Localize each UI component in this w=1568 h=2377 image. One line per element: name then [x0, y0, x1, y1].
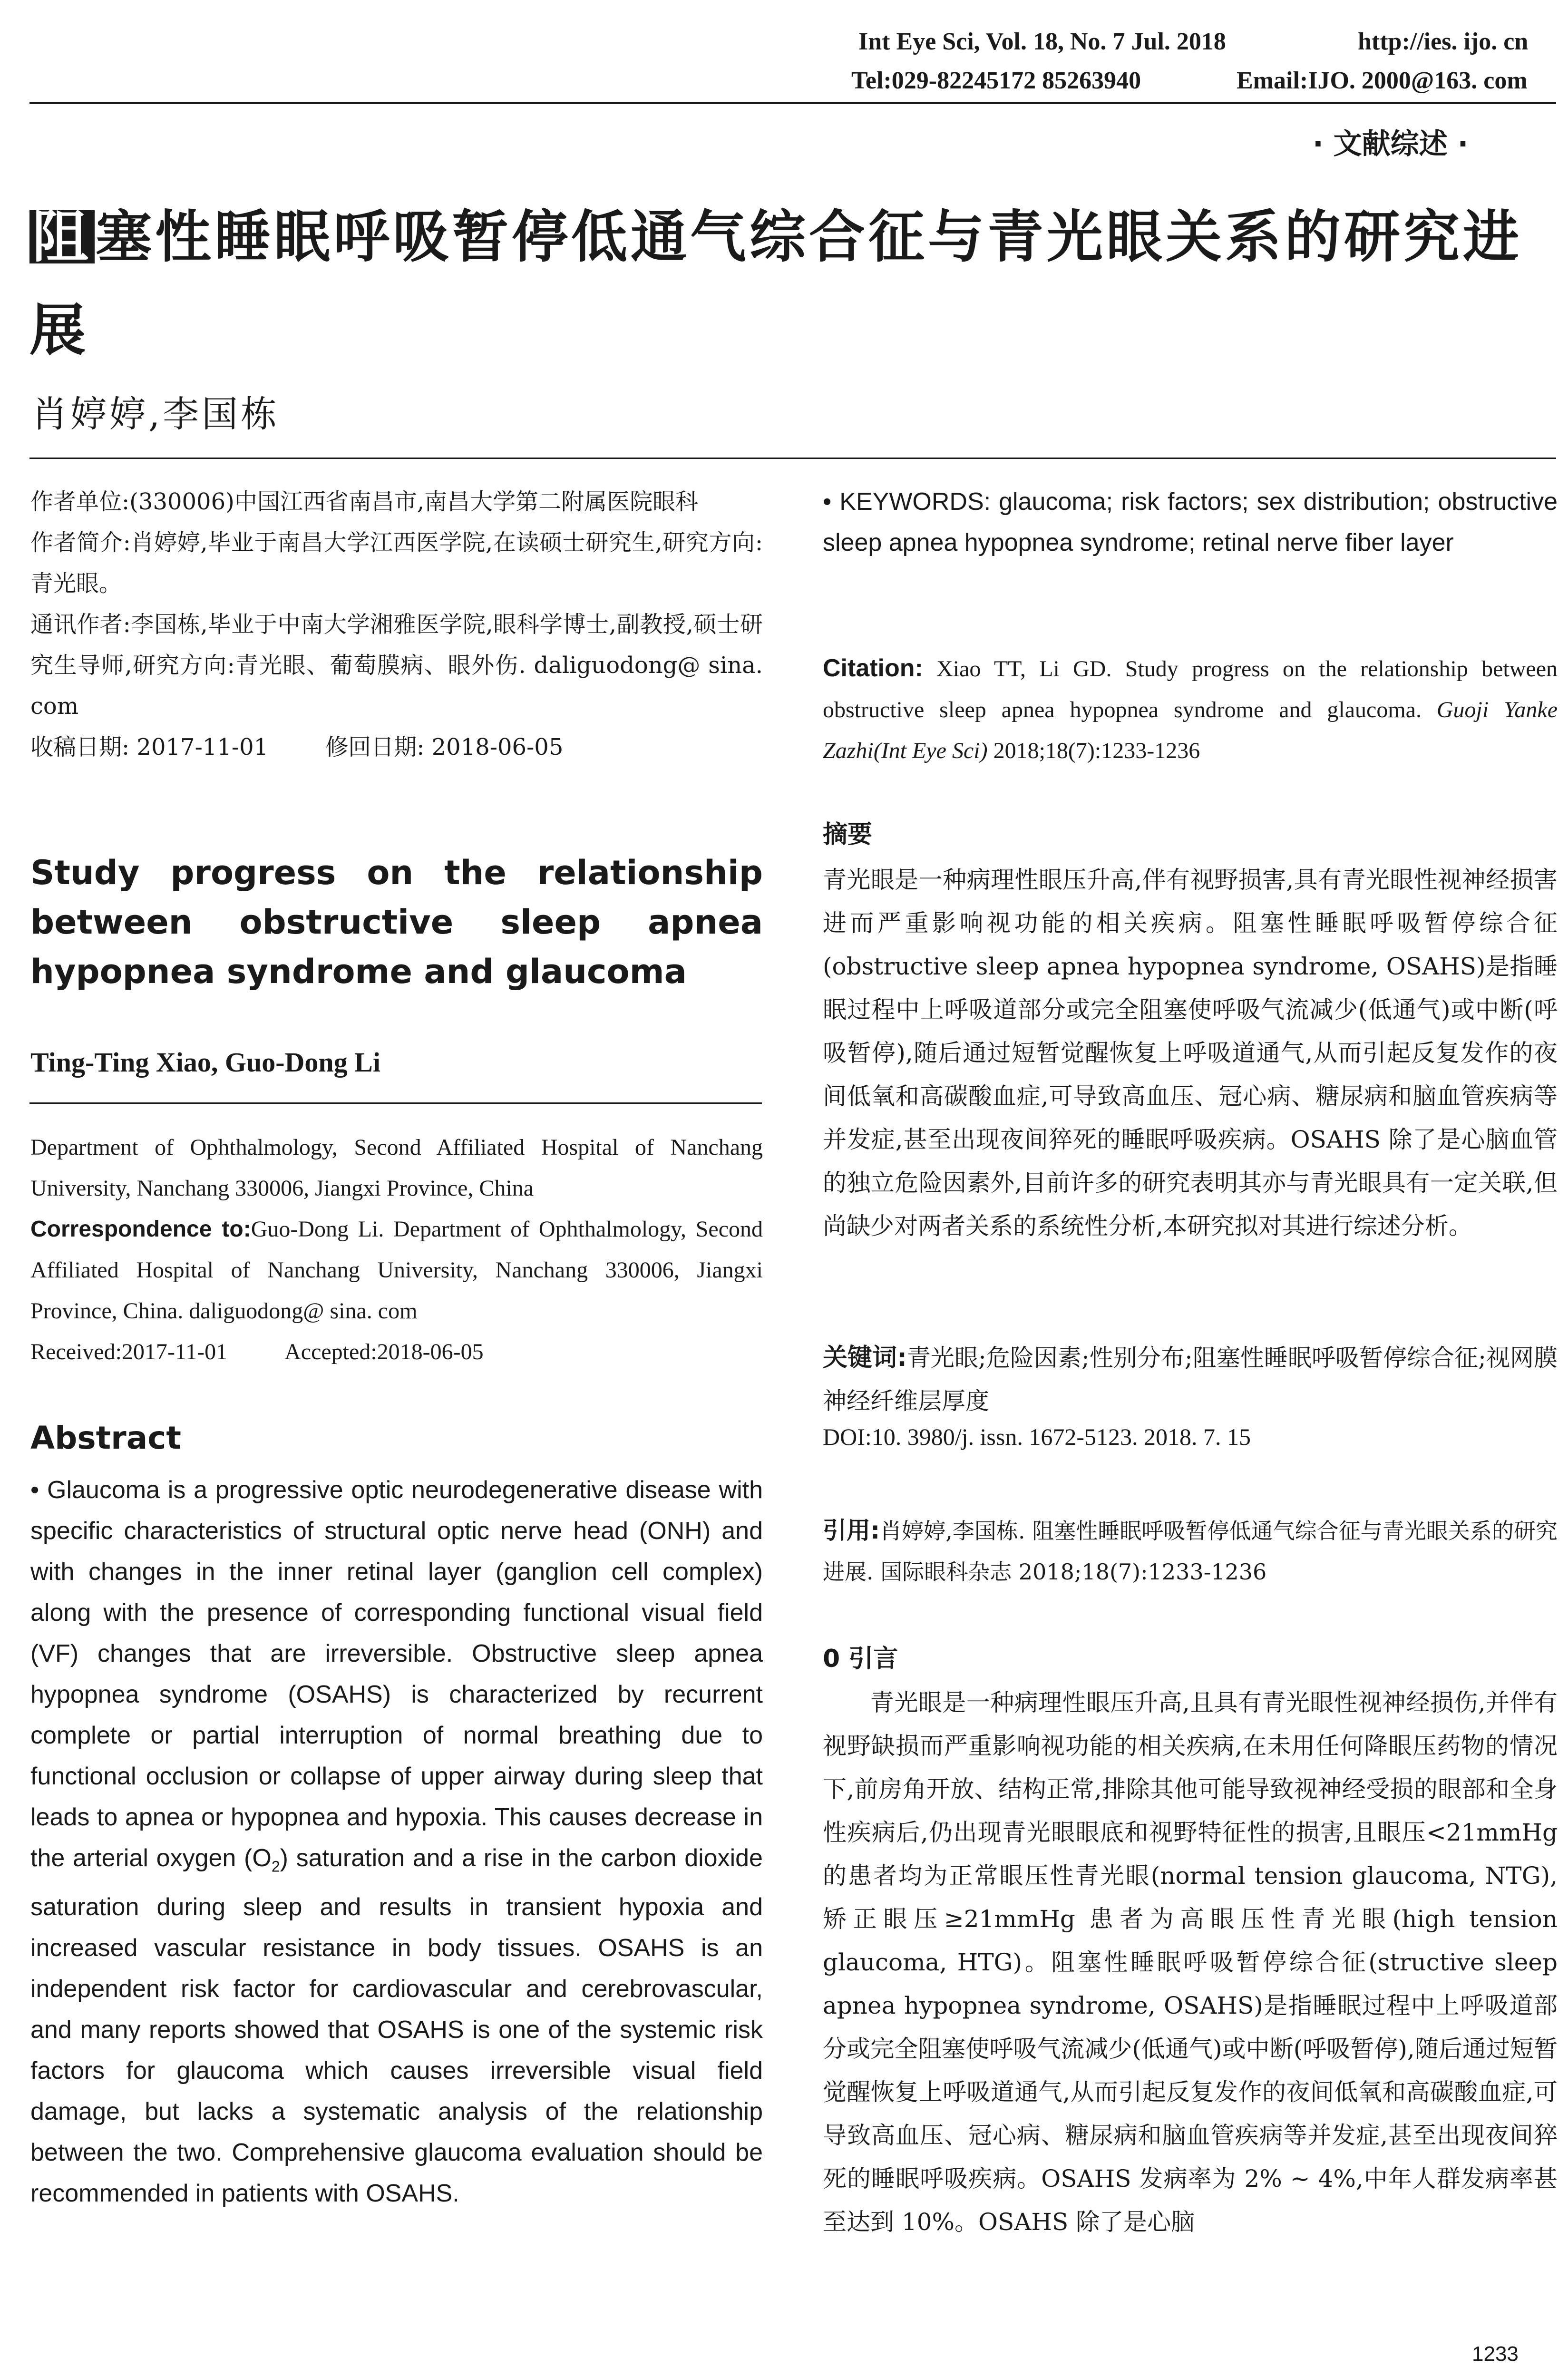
accepted-date-en: Accepted:2018-06-05 — [284, 1339, 484, 1364]
section-tag: · 文献综述 · — [1313, 127, 1469, 161]
abstract-zh-heading: 摘要 — [823, 820, 873, 849]
received-date-en: Received:2017-11-01 — [30, 1339, 228, 1364]
abstract-text-a: • Glaucoma is a progressive optic neurodegenerative disease with specific characteristics of structural optic nerve head (ONH) and with changes in the inner retinal layer (ganglion cell complex) along with the presence of corresponding functional visual field (VF) changes that are irreversible. Obstructive sleep apnea hypopnea syndrome (OSAHS) is characterized by recurrent complete or partial interruption of normal breathing due to functional occlusion or collapse of upper airway during sleep that leads to apnea or hypopnea and hypoxia. This causes decrease in the arterial oxygen (O — [30, 1476, 763, 1872]
english-authors: Ting-Ting Xiao, Guo-Dong Li — [30, 1047, 380, 1078]
author-bio: 作者简介:肖婷婷,毕业于南昌大学江西医学院,在读硕士研究生,研究方向:青光眼。 — [30, 529, 763, 597]
citation-zh-text: 肖婷婷,李国栋. 阻塞性睡眠呼吸暂停低通气综合征与青光眼关系的研究进展. 国际眼科杂志 2018;18(7):1233-1236 — [823, 1518, 1558, 1585]
citation-tail: 2018;18(7):1233-1236 — [987, 738, 1200, 763]
keywords-zh — [823, 1336, 1558, 1423]
authors-zh: 肖婷婷,李国栋 — [31, 393, 280, 435]
correspondence — [30, 1209, 763, 1332]
authors-rule — [29, 1102, 762, 1104]
intro-heading: 0 引言 — [823, 1645, 898, 1673]
abstract-zh: 青光眼是一种病理性眼压升高,伴有视野损害,具有青光眼性视神经损害进而严重影响视功能的相关疾病。阻塞性睡眠呼吸暂停综合征(obstructive sleep apnea hypopnea syndrome, OSAHS)是指睡眠过程中上呼吸道部分或完全阻塞使呼吸气流减少(低通气)或中断(呼吸暂停),随后通过短暂觉醒恢复上呼吸道通气,从而引起反复发作的夜间低氧和高碳酸血症,可导致高血压、冠心病、糖尿病和脑血管疾病等并发症,甚至出现夜间猝死的睡眠呼吸疾病。OSAHS 除了是心脑血管的独立危险因素外,目前许多的研究表明其亦与青光眼具有一定关联,但尚缺少对两者关系的系统性分析,本研究拟对其进行综述分析。 — [823, 866, 1558, 1240]
affiliation-en: Department of Ophthalmology, Second Affiliated Hospital of Nanchang University, Nanchang 330006, Jiangxi Province, China — [30, 1135, 763, 1201]
citation-zh-label: 引用: — [823, 1517, 880, 1544]
header-rule — [29, 102, 1556, 104]
page-title — [29, 190, 1558, 377]
author-affiliation: 作者单位:(330006)中国江西省南昌市,南昌大学第二附属医院眼科 — [30, 488, 699, 515]
corresponding-author: 通讯作者:李国栋,毕业于中南大学湘雅医学院,眼科学博士,副教授,硕士研究生导师,研究方向:青光眼、葡萄膜病、眼外伤. daliguodong@ sina. com — [30, 611, 763, 720]
citation-text: Xiao TT, Li GD. Study progress on the relationship between obstructive sleep apnea hypopnea syndrome and glaucoma. — [823, 656, 1558, 722]
citation-zh — [823, 1510, 1558, 1592]
citation-journal: Guoji Yanke Zazhi(Int Eye Sci) — [823, 697, 1558, 763]
received-date-zh: 收稿日期: 2017-11-01 — [30, 734, 269, 760]
title-rest: 塞性睡眠呼吸暂停低通气综合征与青光眼关系的研究进展 — [29, 204, 1523, 363]
affiliation-block — [30, 1127, 763, 1373]
keywords-en: • KEYWORDS: glaucoma; risk factors; sex distribution; obstructive sleep apnea hypopnea syndrome; retinal nerve fiber layer — [823, 488, 1558, 556]
abstract-en — [30, 1470, 763, 2214]
abstract-subscript: 2 — [271, 1858, 280, 1875]
correspondence-text: Guo-Dong Li. Department of Ophthalmology, Second Affiliated Hospital of Nanchang University, Nanchang 330006, Jiangxi Province, China. daliguodong@ sina. com — [30, 1217, 763, 1324]
title-first-char: 阻 — [29, 210, 95, 263]
doi[interactable]: DOI:10. 3980/j. issn. 1672-5123. 2018. 7. 15 — [823, 1423, 1251, 1450]
citation-en — [823, 648, 1558, 771]
citation-label: Citation: — [823, 654, 923, 682]
intro-text: 青光眼是一种病理性眼压升高,且具有青光眼性视神经损伤,并伴有视野缺损而严重影响视功能的相关疾病,在未用任何降眼压药物的情况下,前房角开放、结构正常,排除其他可能导致视神经受损的眼部和全身性疾病后,仍出现青光眼眼底和视野特征性的损害,且眼压<21mmHg 的患者均为正常眼压性青光眼(normal tension glaucoma, NTG),矫正眼压≥21mmHg 患者为高眼压性青光眼(high tension glaucoma, HTG)。阻塞性睡眠呼吸暂停综合征(structive sleep apnea hypopnea syndrome, OSAHS)是指睡眠过程中上呼吸道部分或完全阻塞使呼吸气流减少(低通气)或中断(呼吸暂停),随后通过短暂觉醒恢复上呼吸道通气,从而引起反复发作的夜间低氧和高碳酸血症,可导致高血压、冠心病、糖尿病和脑血管疾病等并发症,甚至出现夜间猝死的睡眠呼吸疾病。OSAHS 发病率为 2% ~ 4%,中年人群发病率甚至达到 10%。OSAHS 除了是心脑 — [823, 1689, 1558, 2236]
revised-date-zh: 修回日期: 2018-06-05 — [325, 734, 564, 760]
keywords-zh-text: 青光眼;危险因素;性别分布;阻塞性睡眠呼吸暂停综合征;视网膜神经纤维层厚度 — [823, 1344, 1558, 1415]
abstract-text-b: ) saturation and a rise in the carbon dioxide saturation during sleep and results in transient hypoxia and increased vascular resistance in body tissues. OSAHS is an independent risk factor for cardiovascular and cerebrovascular, and many reports showed that OSAHS is one of the systemic risk factors for glaucoma which causes irreversible visual field damage, but lacks a systematic analysis of the relationship between the two. Comprehensive glaucoma evaluation should be recommended in patients with OSAHS. — [30, 1844, 763, 2208]
dates-en — [30, 1332, 763, 1373]
page-number: 1233 — [1472, 2342, 1519, 2366]
title-rule — [29, 458, 1556, 459]
journal-email[interactable]: Email:IJO. 2000@163. com — [1237, 67, 1528, 94]
english-title: Study progress on the relationship between obstructive sleep apnea hypopnea syndrome and glaucoma — [30, 853, 763, 991]
journal-url[interactable]: http://ies. ijo. cn — [1358, 28, 1529, 55]
abstract-heading: Abstract — [30, 1420, 181, 1456]
journal-tel: Tel:029-82245172 85263940 — [851, 67, 1141, 94]
journal-info: Int Eye Sci, Vol. 18, No. 7 Jul. 2018 — [858, 28, 1226, 55]
author-info-block — [30, 481, 763, 768]
dates-zh — [30, 727, 763, 768]
keywords-zh-label: 关键词: — [823, 1344, 907, 1372]
correspondence-label: Correspondence to: — [30, 1217, 251, 1242]
